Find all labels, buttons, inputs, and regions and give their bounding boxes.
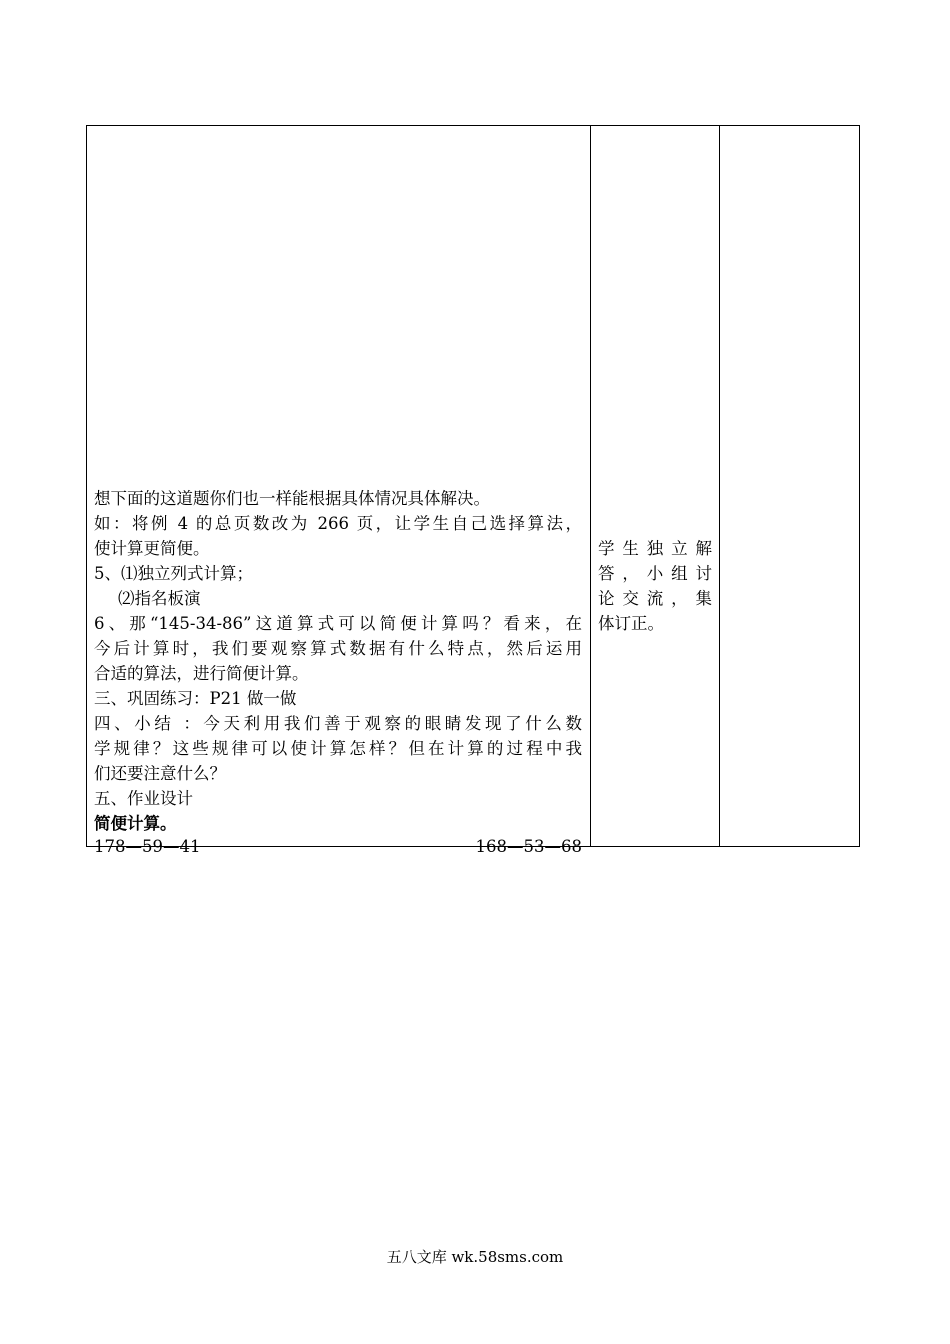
lesson-line-1: 想下面的这道题你们也一样能根据具体情况具体解决。 — [94, 489, 490, 508]
exercise-left: 178—59—41 — [94, 837, 201, 856]
student-line-2: 答，小组讨 — [598, 564, 712, 583]
lesson-line-6: 6、那“145-34-86”这道算式可以简便计算吗？看来，在 — [94, 614, 582, 633]
student-line-4: 体订正。 — [598, 614, 664, 633]
lesson-line-10: 四、小结 ：今天利用我们善于观察的眼睛发现了什么数 — [94, 714, 582, 733]
column-divider-2 — [719, 126, 720, 846]
lesson-line-7: 今后计算时，我们要观察算式数据有什么特点，然后运用 — [94, 639, 582, 658]
student-line-3: 论交流，集 — [598, 589, 712, 608]
student-activity — [598, 536, 712, 636]
column-divider-1 — [590, 126, 591, 846]
lesson-line-3: 使计算更简便。 — [94, 539, 210, 558]
lesson-line-5: ⑵指名板演 — [118, 589, 201, 608]
lesson-line-12: 们还要注意什么？ — [94, 764, 226, 783]
lesson-line-2: 如：将例 4 的总页数改为 266 页，让学生自己选择算法， — [94, 514, 582, 533]
exercise-row — [94, 836, 582, 858]
lesson-line-8: 合适的算法，进行简便计算。 — [94, 664, 309, 683]
lesson-line-13: 五、作业设计 — [94, 789, 193, 808]
student-line-1: 学生独立解 — [598, 539, 712, 558]
exercise-right: 168—53—68 — [475, 837, 582, 856]
lesson-line-11: 学规律？这些规律可以使计算怎样？但在计算的过程中我 — [94, 739, 582, 758]
lesson-line-4: 5、⑴独立列式计算； — [94, 564, 253, 583]
lesson-line-14: 简便计算。 — [94, 814, 177, 833]
lesson-content — [94, 486, 582, 836]
page-footer: 五八文库 wk.58sms.com — [386, 1248, 564, 1266]
lesson-line-9: 三、巩固练习：P21 做一做 — [94, 689, 297, 708]
